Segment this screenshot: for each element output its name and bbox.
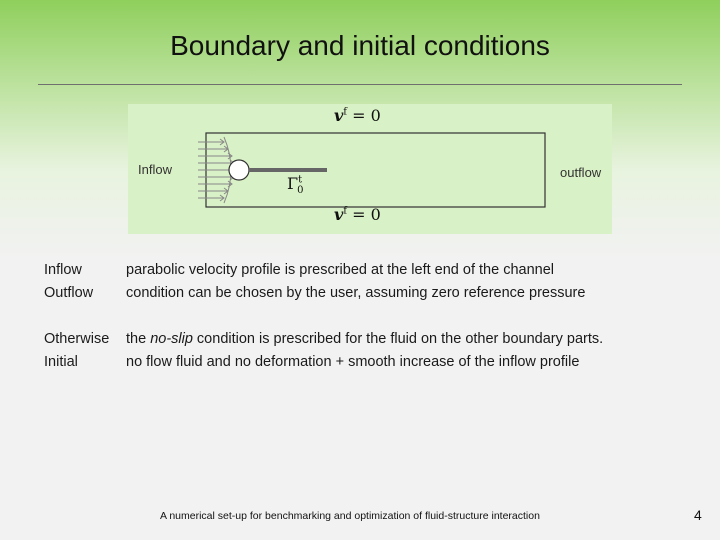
- condition-label: Outflow: [44, 285, 94, 301]
- bottom-wall-condition: $v^f = 0$: [334, 205, 381, 224]
- condition-description: condition can be chosen by the user, assuming zero reference pressure: [126, 285, 586, 301]
- channel-figure: [128, 104, 612, 234]
- slide-footer: A numerical set-up for benchmarking and optimization of fluid-structure interaction: [160, 510, 540, 522]
- condition-label: Initial: [44, 354, 78, 370]
- page-number: 4: [694, 507, 702, 523]
- figure-outflow-label: outflow: [560, 165, 602, 180]
- condition-label: Inflow: [44, 262, 82, 278]
- condition-description: no flow fluid and no deformation + smooth increase of the inflow profile: [126, 354, 580, 370]
- condition-description: the no-slip condition is prescribed for the fluid on the other boundary parts.: [126, 331, 604, 347]
- title-divider: [38, 84, 682, 85]
- interface-symbol: $\Gamma^t_0$: [287, 174, 304, 197]
- condition-description: parabolic velocity profile is prescribed at the left end of the channel: [126, 262, 554, 278]
- condition-label: Otherwise: [44, 331, 110, 347]
- top-wall-condition: $v^f = 0$: [334, 106, 381, 125]
- figure-inflow-label: Inflow: [138, 162, 172, 177]
- elastic-beam: [249, 168, 327, 172]
- slide-title: Boundary and initial conditions: [170, 30, 550, 61]
- cylinder: [229, 160, 249, 180]
